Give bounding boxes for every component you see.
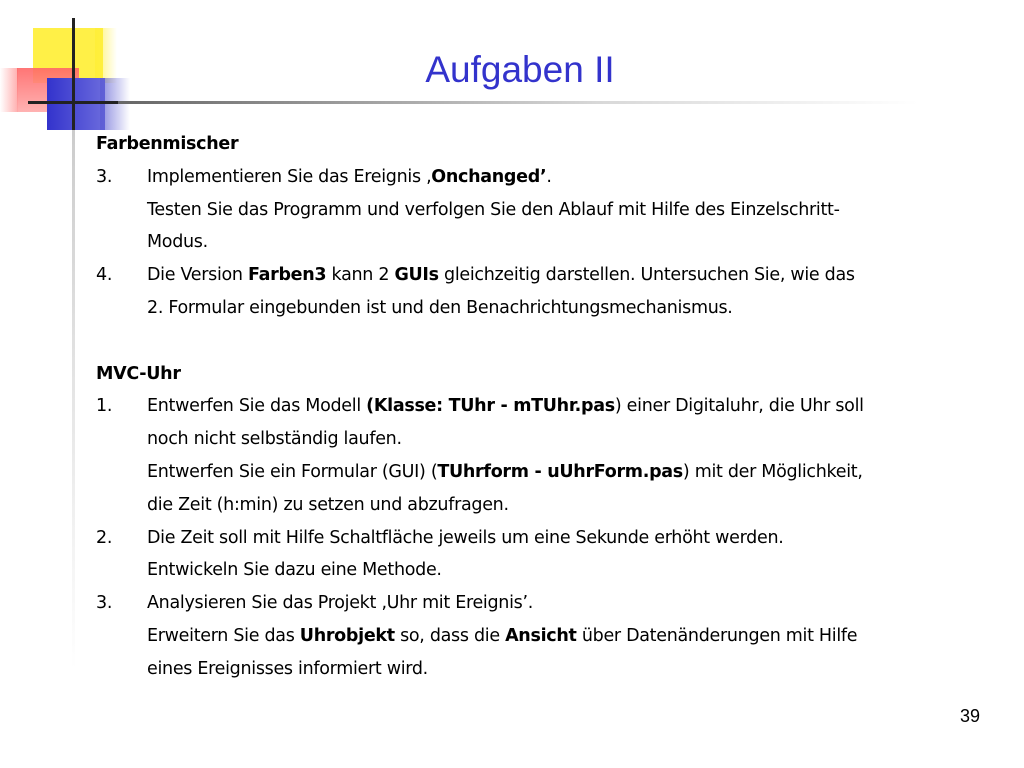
item-number: 3.	[96, 166, 113, 187]
title-rule	[28, 101, 118, 104]
list-item	[96, 161, 1016, 194]
item-number: 2.	[96, 527, 113, 548]
item-text: ) mit der Möglichkeit,	[682, 461, 863, 482]
title-rule-fade	[118, 101, 918, 104]
list-item-continuation	[96, 456, 1016, 489]
item-text-bold: Ansicht	[505, 625, 577, 646]
item-text-bold: (Klasse: TUhr - mTUhr.pas	[366, 396, 615, 417]
item-text: Implementieren Sie das Ereignis ‚	[147, 166, 432, 187]
item-text: gleichzeitig darstellen. Untersuchen Sie, wie das	[438, 265, 855, 286]
list-item-continuation	[96, 423, 1016, 456]
item-text: .	[546, 166, 552, 187]
logo-blue-square	[47, 78, 105, 130]
vertical-rule	[72, 18, 75, 130]
slide-body	[96, 128, 1016, 686]
item-text: 2. Formular eingebunden ist und den Benachrichtungsmechanismus.	[147, 297, 733, 318]
list-item	[96, 390, 1016, 423]
item-text-bold: Uhrobjekt	[299, 625, 395, 646]
vertical-rule-fade	[72, 130, 75, 670]
item-number: 4.	[96, 265, 113, 286]
section-heading-mvc-uhr: MVC-Uhr	[96, 363, 181, 384]
item-text: Die Version	[147, 265, 248, 286]
logo-red-fade	[0, 68, 18, 112]
item-text: kann 2	[326, 265, 395, 286]
item-text-bold: TUhrform - uUhrForm.pas	[437, 461, 683, 482]
list-item	[96, 259, 1016, 292]
item-text: Entwickeln Sie dazu eine Methode.	[147, 560, 442, 581]
list-item-continuation	[96, 292, 1016, 325]
item-text: Analysieren Sie das Projekt ‚Uhr mit Ereignis’.	[147, 593, 533, 614]
item-text: ) einer Digitaluhr, die Uhr soll	[614, 396, 864, 417]
item-text-bold: Onchanged’	[431, 166, 547, 187]
item-text: Entwerfen Sie das Modell	[147, 396, 367, 417]
item-text: Erweitern Sie das	[147, 625, 300, 646]
item-text: Die Zeit soll mit Hilfe Schaltfläche jeweils um eine Sekunde erhöht werden.	[147, 527, 784, 548]
list-item	[96, 587, 1016, 620]
item-text: noch nicht selbständig laufen.	[147, 429, 402, 450]
item-text: über Datenänderungen mit Hilfe	[576, 625, 858, 646]
slide-title: Aufgaben II	[425, 49, 615, 90]
item-text: Modus.	[147, 232, 208, 253]
blank-line	[96, 325, 1016, 358]
list-item-continuation	[96, 226, 1016, 259]
item-text-bold: Farben3	[247, 265, 327, 286]
logo-yellow-fade	[95, 28, 117, 83]
list-item-continuation	[96, 653, 1016, 686]
item-text: die Zeit (h:min) zu setzen und abzufragen.	[147, 494, 509, 515]
item-text: eines Ereignisses informiert wird.	[147, 658, 428, 679]
item-number: 3.	[96, 593, 113, 614]
list-item-continuation	[96, 620, 1016, 653]
list-item-continuation	[96, 194, 1016, 227]
list-item	[96, 522, 1016, 555]
item-text-bold: GUIs	[394, 265, 439, 286]
page-number: 39	[959, 706, 980, 726]
item-text: Entwerfen Sie ein Formular (GUI) (	[147, 461, 438, 482]
section-heading-farbenmischer: Farbenmischer	[96, 134, 239, 154]
item-number: 1.	[96, 396, 113, 417]
item-text: Testen Sie das Programm und verfolgen Sie den Ablauf mit Hilfe des Einzelschritt-	[147, 199, 840, 220]
list-item-continuation	[96, 489, 1016, 522]
item-text: so, dass die	[394, 625, 506, 646]
list-item-continuation	[96, 554, 1016, 587]
logo-blue-fade	[100, 78, 130, 130]
